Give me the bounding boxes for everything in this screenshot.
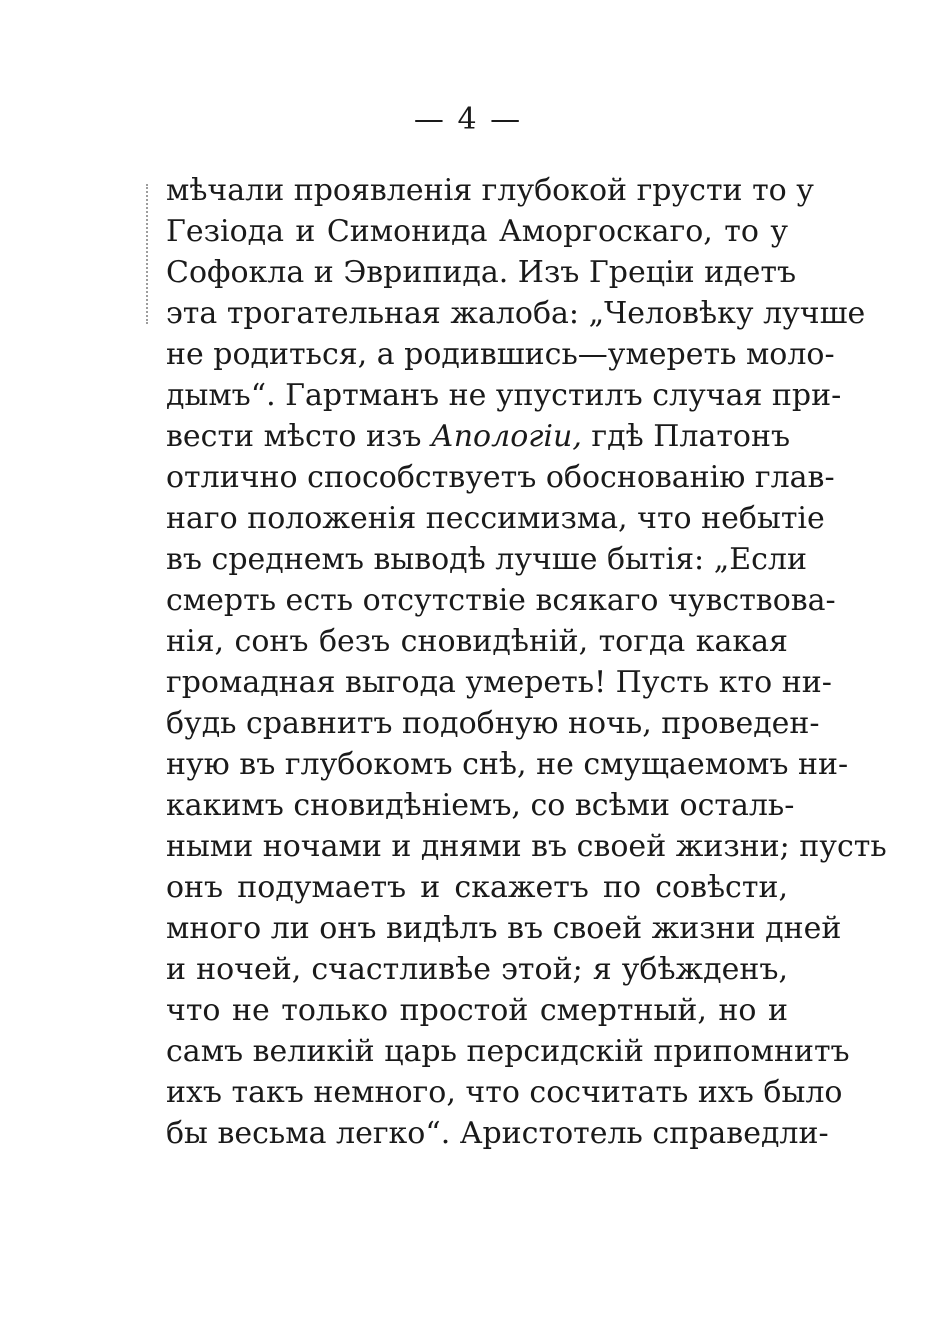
body-text xyxy=(166,170,887,1154)
italic-title-apologia: Апологіи, xyxy=(430,419,582,454)
text-line-13: громадная выгода умереть! Пусть кто ни- xyxy=(166,665,832,700)
text-line-1: мѣчали проявленія глубокой грусти то у xyxy=(166,173,814,208)
text-line-14: будь сравнитъ подобную ночь, проведен- xyxy=(166,706,820,741)
text-line-16: какимъ сновидѣніемъ, со всѣми осталь- xyxy=(166,788,795,823)
text-segment: вести мѣсто изъ xyxy=(166,419,431,454)
text-line-19: много ли онъ видѣлъ въ своей жизни дней xyxy=(166,911,842,946)
text-line-5: не родиться, а родившись—умереть моло- xyxy=(166,337,835,372)
text-line-9: наго положенія пессимизма, что небытіе xyxy=(166,501,825,536)
text-line-11: смерть есть отсутствіе всякаго чувствова- xyxy=(166,583,836,618)
text-line-12: нія, сонъ безъ сновидѣній, тогда какая xyxy=(166,624,788,659)
text-line-17: ными ночами и днями въ своей жизни; пусть xyxy=(166,829,887,864)
margin-pencil-marks xyxy=(146,184,152,324)
text-line-8: отлично способствуетъ обоснованію глав- xyxy=(166,460,835,495)
text-line-3: Софокла и Эврипида. Изъ Греціи идетъ xyxy=(166,255,797,290)
text-line-18: онъ подумаетъ и скажетъ по совѣсти, xyxy=(166,870,788,905)
text-line-10: въ среднемъ выводѣ лучше бытія: „Если xyxy=(166,542,807,577)
text-line-4: эта трогательная жалоба: „Человѣку лучше xyxy=(166,296,866,331)
text-line-15: ную въ глубокомъ снѣ, не смущаемомъ ни- xyxy=(166,747,849,782)
page-number: — 4 — xyxy=(413,102,523,137)
text-line-7 xyxy=(166,416,791,457)
text-line-2: Гезіода и Симонида Аморгоскаго, то у xyxy=(166,214,788,249)
text-line-6: дымъ“. Гартманъ не упустилъ случая при- xyxy=(166,378,842,413)
text-line-24: бы весьма легко“. Аристотель справедли- xyxy=(166,1116,829,1151)
text-line-22: самъ великій царь персидскій припомнитъ xyxy=(166,1034,850,1069)
text-line-20: и ночей, счастливѣе этой; я убѣжденъ, xyxy=(166,952,788,987)
text-segment: гдѣ Платонъ xyxy=(581,419,791,454)
text-line-21: что не только простой смертный, но и xyxy=(166,993,788,1028)
text-line-23: ихъ такъ немного, что сосчитать ихъ было xyxy=(166,1075,843,1110)
